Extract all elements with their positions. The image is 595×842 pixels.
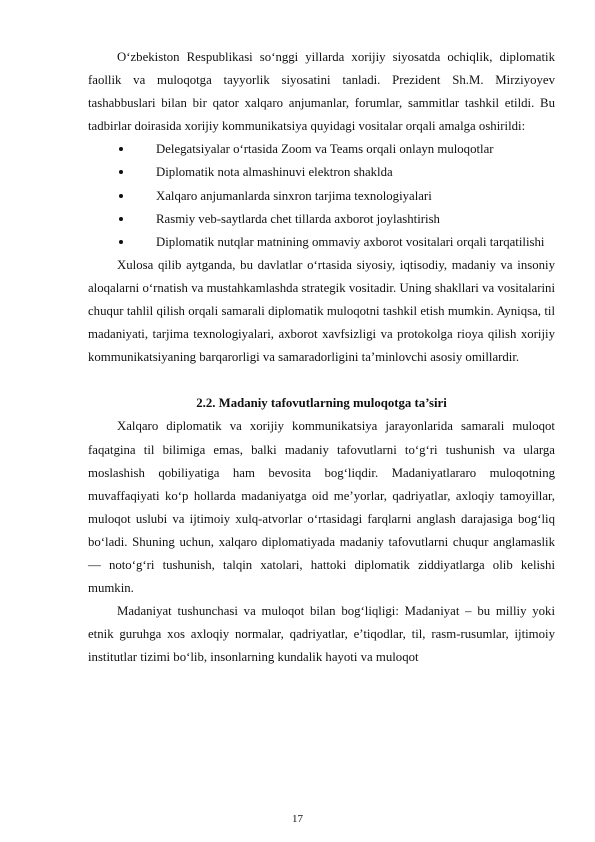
list-item: Delegatsiyalar o‘rtasida Zoom va Teams orqali onlayn muloqotlar bbox=[88, 138, 555, 161]
section-paragraph: Madaniyat tushunchasi va muloqot bilan bog‘liqligi: Madaniyat – bu milliy yoki etnik guruhga xos axloqiy normalar, qadriyatlar, e’tiqodlar, til, rasm-rusumlar, ijtimoiy institutlar tizimi bo‘lib, insonlarning kundalik hayoti va muloqot bbox=[88, 604, 555, 665]
section-heading: 2.2. Madaniy tafovutlarning muloqotga ta’siri bbox=[196, 396, 447, 411]
bullet-icon bbox=[119, 217, 123, 221]
bullet-list bbox=[88, 138, 555, 253]
page-number: 17 bbox=[292, 813, 303, 825]
conclusion-paragraph: Xulosa qilib aytganda, bu davlatlar o‘rtasida siyosiy, iqtisodiy, madaniy va insoniy aloqalarni o‘rnatish va mustahkamlashda strategik vositadir. Uning shakllari va vositalarini chuqur tahlil qilish orqali samarali diplomatik muloqotni tashkil etish mumkin. Ayniqsa, til madaniyati, tarjima texnologiyalari, axborot xavfsizligi va protokolga rioya qilish xorijiy kommunikatsiyaning barqarorligi va samaradorligini ta’minlovchi asosiy omillardir. bbox=[88, 257, 555, 365]
bullet-icon bbox=[119, 147, 123, 151]
spacer bbox=[88, 369, 555, 392]
intro-paragraph: O‘zbekiston Respublikasi so‘nggi yillarda xorijiy siyosatda ochiqlik, diplomatik faollik va muloqotga tayyorlik siyosatini tanladi. Prezident Sh.M. Mirziyoyev tashabbuslari bilan bir qator xalqaro anjumanlar, forumlar, sammitlar tashkil etildi. Bu tadbirlar doirasida xorijiy kommunikatsiya quyidagi vositalar orqali amalga oshirildi: bbox=[88, 50, 555, 134]
bullet-icon bbox=[119, 240, 123, 244]
list-item: Rasmiy veb-saytlarda chet tillarda axborot joylashtirish bbox=[88, 208, 555, 231]
list-item: Xalqaro anjumanlarda sinxron tarjima texnologiyalari bbox=[88, 185, 555, 208]
bullet-icon bbox=[119, 170, 123, 174]
document-page bbox=[88, 46, 555, 669]
list-item: Diplomatik nota almashinuvi elektron shaklda bbox=[88, 161, 555, 184]
bullet-icon bbox=[119, 194, 123, 198]
list-item: Diplomatik nutqlar matnining ommaviy axborot vositalari orqali tarqatilishi bbox=[88, 231, 555, 254]
section-paragraph: Xalqaro diplomatik va xorijiy kommunikatsiya jarayonlarida samarali muloqot faqatgina til bilimiga emas, balki madaniy tafovutlarni to‘g‘ri tushunish va ularga moslashish qobiliyatiga ham bevosita bog‘liqdir. Madaniyatlararo muloqotning muvaffaqiyati ko‘p hollarda madaniyatga oid me’yorlar, qadriyatlar, axloqiy tamoyillar, muloqot uslubi va ijtimoiy xulq-atvorlar o‘rtasidagi farqlarni anglash darajasiga bog‘liq bo‘ladi. Shuning uchun, xalqaro diplomatiyada madaniy tafovutlarni chuqur anglamaslik — noto‘g‘ri tushunish, talqin xatolari, hattoki diplomatik ziddiyatlarga olib kelishi mumkin. bbox=[88, 419, 555, 596]
